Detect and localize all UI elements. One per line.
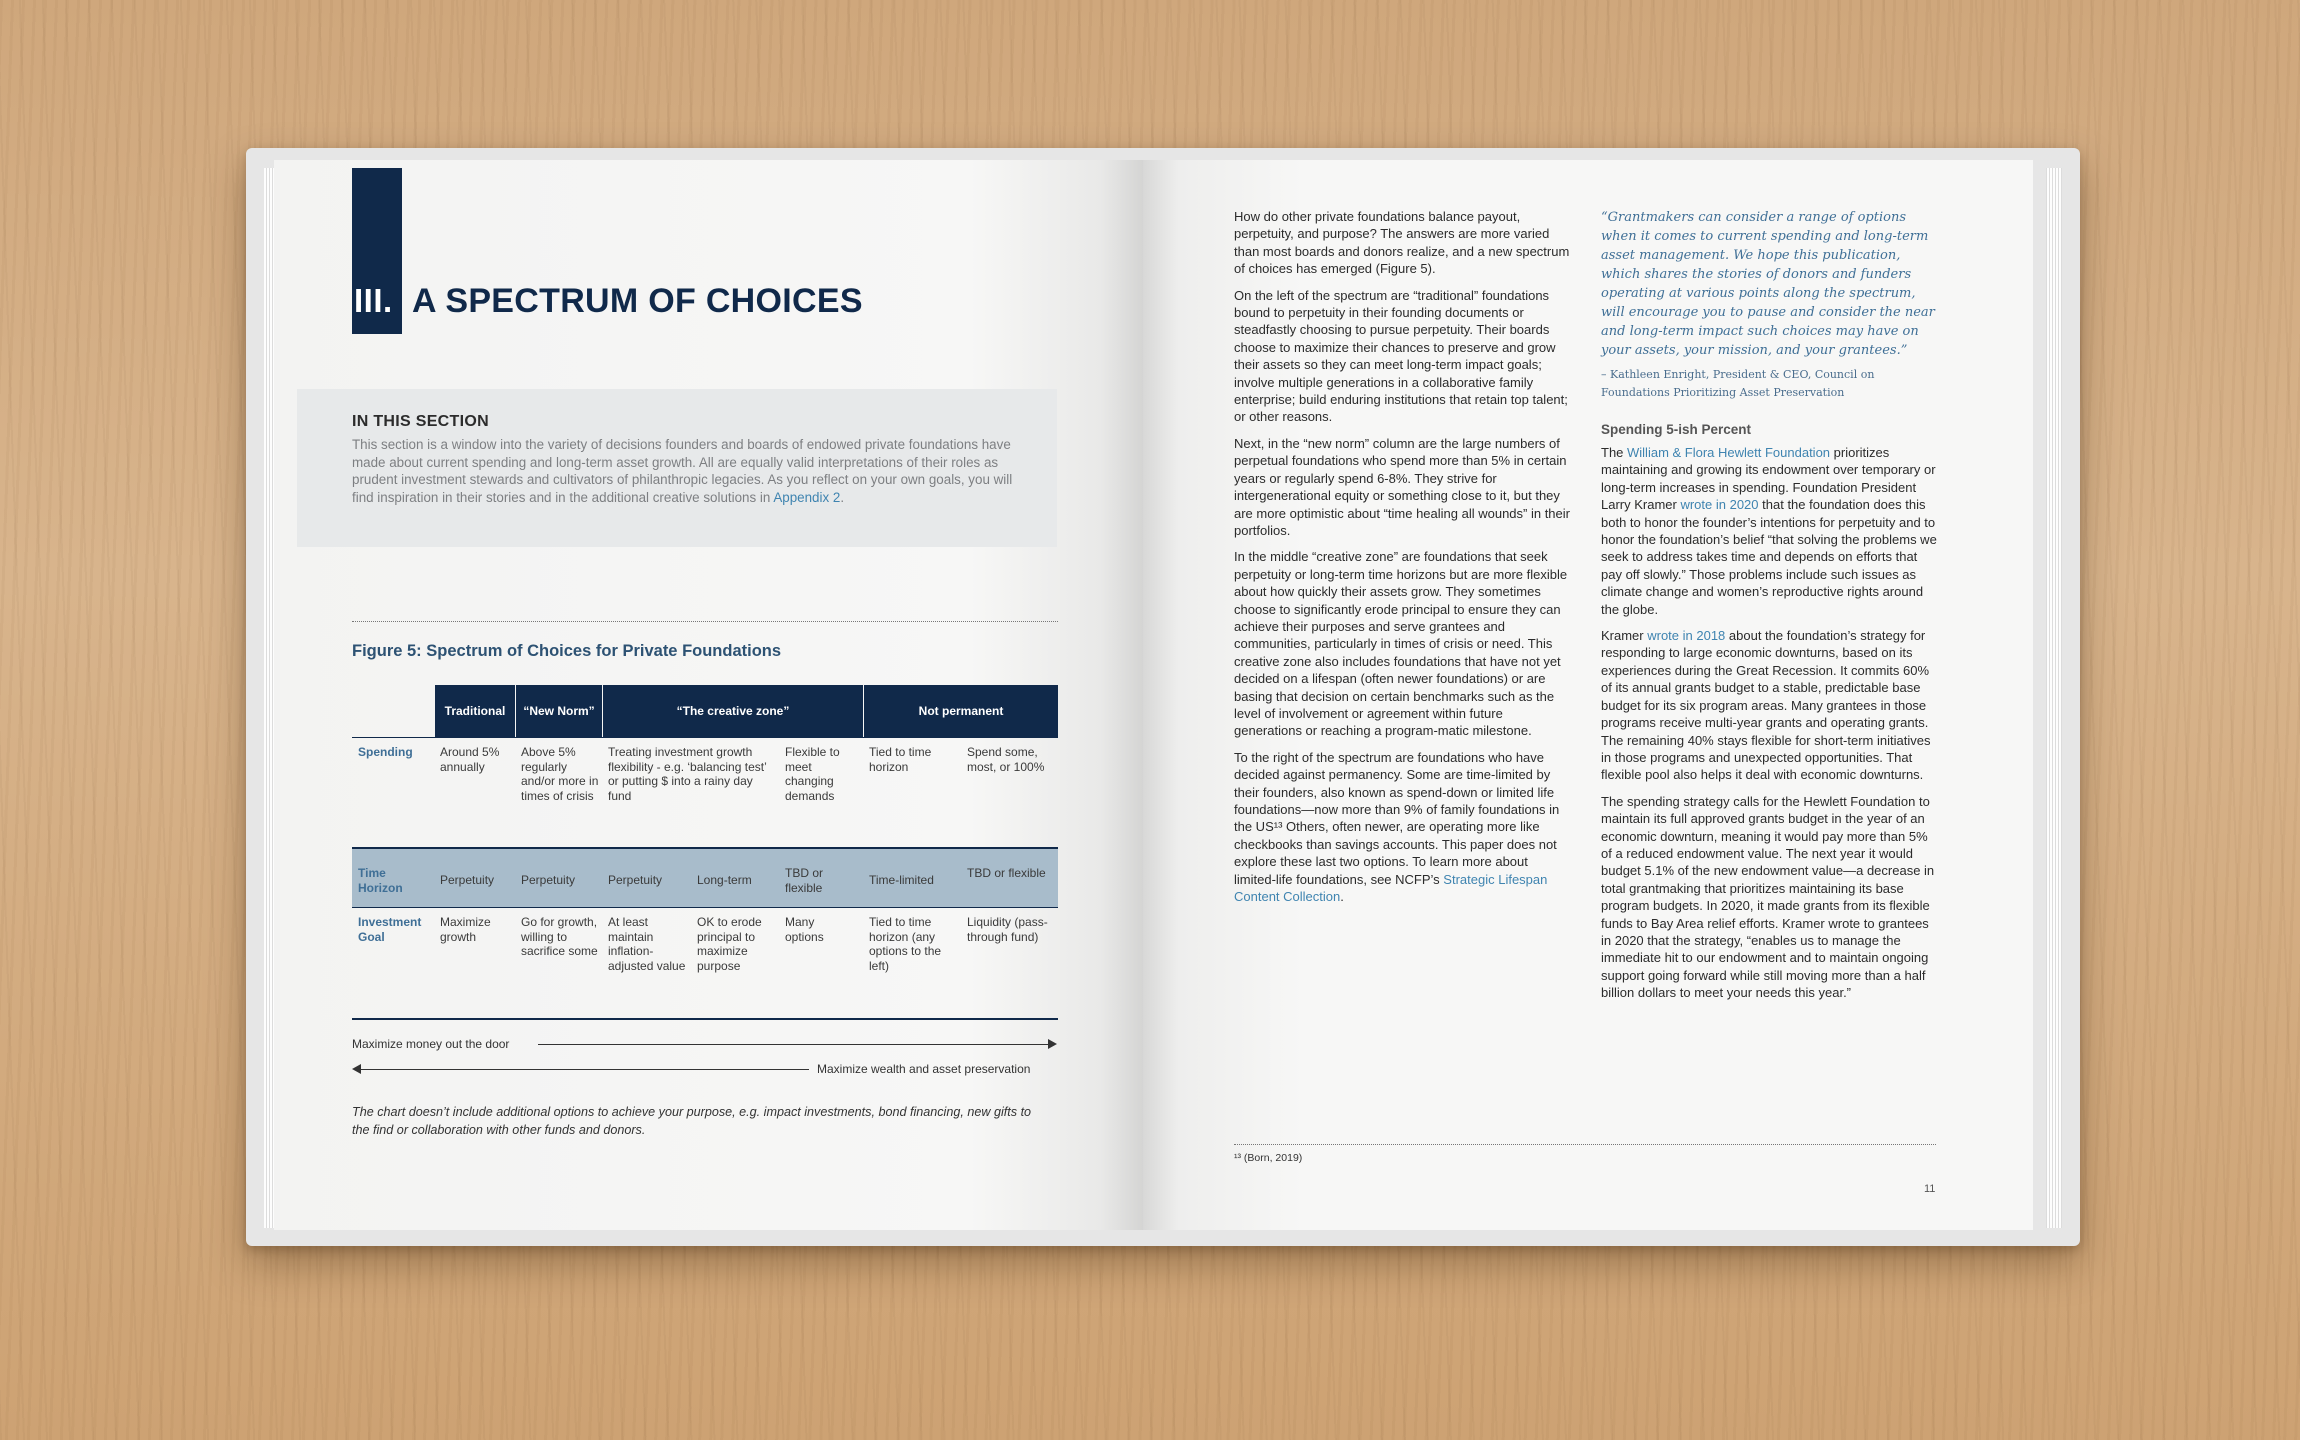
row-label-spending: Spending [358,745,413,759]
body-column-2 [1601,444,1939,1011]
cell-goal-4: OK to erode principal to maximize purpose [697,915,762,973]
arrow-left-head-icon [352,1064,361,1074]
arrow-right-head-icon [1048,1039,1057,1049]
paragraph-5-text: To the right of the spectrum are foundations who have decided against permanency. Some are time-limited by their founders, also known as spend-down or limited life foundations—now more than 9% of family foundations in the US¹³ Others, often newer, are operating more like checkbooks than savings accounts. This paper does not explore these last two options. To learn more about limited-life foundations, see NCFP’s [1234,749,1560,887]
header-new-norm: “New Norm” [516,685,602,737]
hewlett-paragraph-3: The spending strategy calls for the Hewlett Foundation to maintain its full approved grants budget in the year of an economic downturn, meaning it would pay more than 5% of a reduced endowment value. The next year it would budget 5.1% of the new endowment value—a decrease in total grantmaking that prioritizes maintaining its base program budgets. In 2020, it made grants from its flexible funds to Bay Area relief efforts. Kramer wrote to grantees in 2020 that the strategy, “enables us to manage the immediate hit to our endowment and to maintain ongoing support going forward while still moving more than a half billion dollars to meet your needs this year.” [1601,793,1935,1001]
cell-spending-creative-1: Treating investment growth flexibility - e.g. ‘balancing test’ or putting $ into a rainy day fund [608,745,767,803]
cell-goal-2: Go for growth, willing to sacrifice some [521,915,598,959]
body-column-1 [1234,208,1570,914]
paragraph-5 [1234,749,1570,906]
page-number: 11 [1924,1183,1936,1195]
text-run: about the foundation’s strategy for responding to large economic downturns, based on its experiences during the Great Recession. It commits 60% of its annual grants budget to a stable, predictable base budget for its six program areas. Many grantees in those programs receive multi-year grants and operating grants. The remaining 40% stays flexible for short-term initiatives in those programs and unexpected opportunities. That flexible pool also helps it deal with economic downturns. [1601,628,1931,783]
page-edges-right [2046,168,2062,1228]
paragraph-4: In the middle “creative zone” are foundations that seek perpetuity or long-term time horizons but are more flexible about how quickly their assets grow. They sometimes choose to significantly erode principal to ensure they can achieve their purposes and serve grantees and communities, particularly in times of crisis or need. This creative zone also includes foundations that have not yet decided on a lifespan (often newer foundations) or are basing that decision on certain benchmarks such as the level of involvement or agreement within future generations or reaching a program-matic milestone. [1234,549,1568,739]
hewlett-paragraph-1 [1601,444,1939,618]
row-label-time-horizon: Time Horizon [358,866,403,895]
paragraph-5-end: . [1340,889,1344,905]
paragraph-1: How do other private foundations balance payout, perpetuity, and purpose? The answers are more varied than most boards and donors realize, and a new spectrum of choices has emerged (Figure 5). [1234,209,1570,277]
in-this-section-text [352,436,1032,506]
cell-horizon-3: Perpetuity [608,873,663,887]
text-run: that the foundation does this both to honor the founder’s intentions for perpetuity and to honor the foundation’s belief “that solving the problems we seek to address takes time and depends on efforts that pay off slowly.” Those problems include such issues as climate change and women’s reproductive rights around the globe. [1601,497,1937,617]
appendix-2-link[interactable]: Appendix 2 [773,489,841,505]
cell-horizon-2: Perpetuity [521,873,576,887]
wrote-in-2020-link[interactable]: wrote in 2020 [1680,497,1759,513]
figure-note: The chart doesn’t include additional options to achieve your purpose, e.g. impact investments, bond financing, new gifts to the find or collaboration with other funds and donors. [352,1105,1032,1137]
arrow-left-label: Maximize wealth and asset preservation [817,1062,1031,1076]
pull-quote: “Grantmakers can consider a range of options when it comes to current spending and long-term asset management. We hope this publication, which shares the stories of donors and funders operating at various points along the spectrum, will encourage you to pause and consider the near and long-term impact such choices may have on your assets, your mission, and your grantees.” [1601,210,1935,358]
cell-horizon-6: Time-limited [869,873,934,887]
cell-spending-traditional: Around 5% annually [440,745,500,774]
cell-horizon-4: Long-term [697,873,752,887]
section-number: III. [354,282,393,319]
in-this-section-heading: IN THIS SECTION [352,413,489,430]
figure-title: Figure 5: Spectrum of Choices for Private Foundations [352,642,782,660]
wrote-in-2018-link[interactable]: wrote in 2018 [1647,628,1726,644]
cell-spending-not-permanent-1: Tied to time horizon [869,745,932,774]
header-creative-zone: “The creative zone” [603,685,863,737]
arrow-right-line [538,1044,1048,1045]
divider-rule [352,621,1058,622]
header-not-permanent: Not permanent [864,685,1058,737]
header-traditional: Traditional [435,685,515,737]
cell-goal-6: Tied to time horizon (any options to the left) [869,915,942,973]
in-this-section-end: . [840,489,845,505]
arrow-left-line [361,1069,809,1070]
horizon-bottom-line [352,907,1058,908]
cell-goal-1: Maximize growth [440,915,491,944]
cell-spending-creative-2: Flexible to meet changing demands [785,745,840,803]
strategic-lifespan-link[interactable]: Strategic Lifespan Content Collection [1234,871,1548,905]
text-run: Kramer [1601,628,1648,644]
text-run: The [1601,445,1628,460]
quote-attribution: – Kathleen Enright, President & CEO, Council on Foundations Prioritizing Asset Preservation [1601,368,1875,399]
hewlett-paragraph-2 [1601,627,1939,784]
cell-spending-new-norm: Above 5% regularly and/or more in times of crisis [521,745,599,803]
arrow-right-label: Maximize money out the door [352,1037,510,1051]
section-title: A SPECTRUM OF CHOICES [412,282,863,320]
cell-goal-5: Many options [785,915,824,944]
cell-horizon-7: TBD or flexible [967,866,1046,880]
cell-goal-3: At least maintain inflation-adjusted value [608,915,686,973]
cell-goal-7: Liquidity (pass-through fund) [967,915,1048,944]
hewlett-foundation-link[interactable]: William & Flora Hewlett Foundation [1627,445,1831,460]
text-run: prioritizes maintaining and growing its endowment over temporary or long-term increases in spending. Foundation President Larry Kramer [1601,445,1936,513]
cell-spending-not-permanent-2: Spend some, most, or 100% [967,745,1045,774]
table-bottom-line [352,1018,1058,1020]
in-this-section-body: This section is a window into the variety of decisions founders and boards of endowed private foundations have made about current spending and long-term asset growth. All are equally valid interpretations of their roles as prudent investment stewards and cultivators of philanthropic legacies. As you reflect on your own goals, you will find inspiration in their stories and in the additional creative solutions in [352,437,1013,505]
row-label-investment-goal: Investment Goal [358,915,422,944]
paragraph-2: On the left of the spectrum are “traditional” foundations bound to perpetuity in their founding documents or steadfastly choosing to pursue perpetuity. Their boards choose to maximize their chances to preserve and grow their assets so they can meet long-term impact goals; involve multiple generations in a collaborative family enterprise; build enduring institutions that retain top talent; or other reasons. [1234,287,1568,425]
paragraph-3: Next, in the “new norm” column are the large numbers of perpetual foundations who spend more than 5% in certain years or regularly spend 6-8%. They strive for intergenerational equity or something close to it, but they are more optimistic about “time healing all wounds” in their portfolios. [1234,435,1570,538]
header-bottom-line [352,737,1058,738]
cell-horizon-5: TBD or flexible [785,866,824,895]
footnote-rule [1234,1144,1936,1145]
cell-horizon-1: Perpetuity [440,873,495,887]
footnote: ¹³ (Born, 2019) [1234,1152,1303,1164]
sidebar-subhead: Spending 5-ish Percent [1601,422,1752,437]
